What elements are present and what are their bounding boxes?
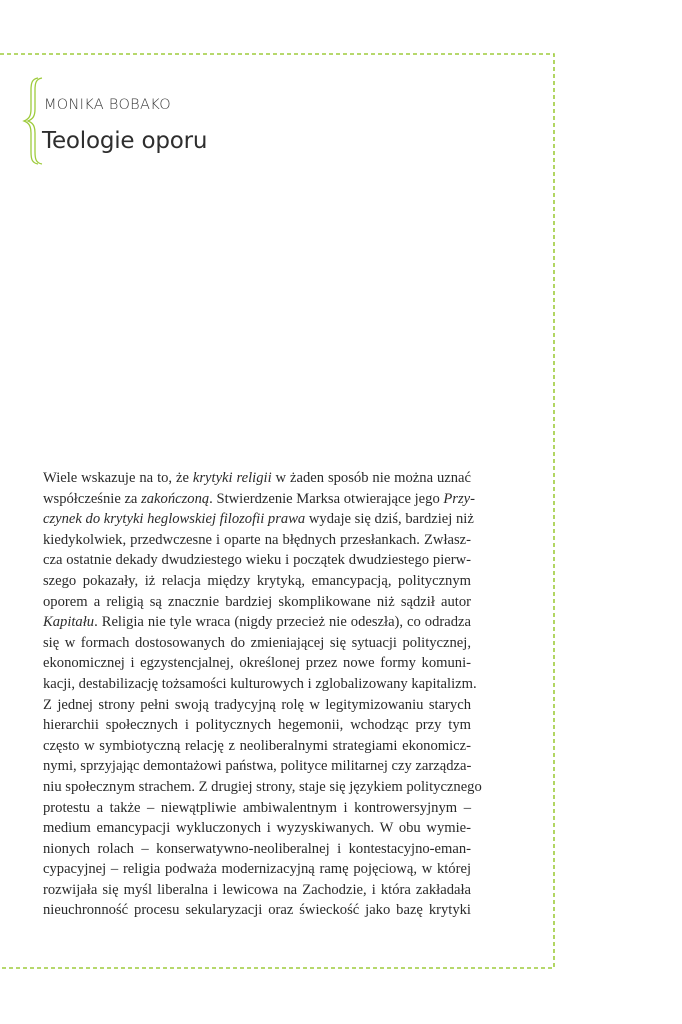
text-run: oporem a religią są znacznie bardziej skomplikowane niż sądził autor [43,593,471,610]
italic-text: krytyki religii [192,470,272,486]
body-paragraph [43,468,482,921]
text-line [43,839,471,860]
text-line [43,695,471,716]
text-run: w żaden sposób nie można uznać [271,470,471,486]
text-line [43,592,471,613]
text-line [43,736,471,757]
text-line [43,798,471,819]
text-line [43,674,477,695]
text-line [43,818,471,839]
text-line [43,653,471,674]
italic-text: czynek do krytyki heglowskiej filozofii prawa [43,511,306,528]
text-line [43,880,471,901]
text-run: rozwijała się myśl liberalna i lewicowa na Zachodzie, i która zakładała [43,881,471,898]
text-run: się w formach dostosowanych do zmieniającej się sytuacji politycznej, [43,634,471,651]
italic-text: zakończoną [141,490,210,507]
text-line [43,777,482,798]
text-run: często w symbiotyczną relację z neoliberalnymi strategiami ekonomicz- [43,737,471,754]
text-run: cypacyjnej – religia podważa modernizacyjną ramę pojęciową, w której [43,861,471,878]
text-run: współcześnie za [43,490,142,507]
text-run: kiedykolwiek, przedwczesne i oparte na błędnych przesłankach. Zwłasz- [43,531,471,548]
text-run: szego pokazały, iż relacja między krytyką, emancypacją, politycznym [43,572,471,589]
text-line [43,859,471,880]
italic-text: Kapitału [43,614,95,631]
text-line [43,530,471,551]
text-run: wydaje się dziś, bardziej niż [305,511,474,528]
text-line [43,489,476,510]
text-run: nymi, sprzyjając demontażowi państwa, polityce militarnej czy zarządza- [43,758,472,775]
text-run: medium emancypacji wykluczonych i wyzyskiwanych. W obu wymie- [43,820,471,837]
text-line [43,715,471,736]
curly-brace-icon [22,76,44,166]
text-run: nionych rolach – konserwatywno-neoliberalnej i kontestacyjno-eman- [43,840,471,857]
text-run: cza ostatnie dekady dwudziestego wieku i początek dwudziestego pierw- [43,552,471,569]
italic-text: Przy- [443,490,476,507]
text-line [43,612,471,633]
text-run: niu społecznym strachem. Z drugiej strony, staje się językiem politycznego [43,778,482,795]
text-run: Wiele wskazuje na to, że [43,470,193,486]
text-run: . Religia nie tyle wraca (nigdy przecież nie odeszła), co odradza [94,614,471,631]
text-line [43,509,474,530]
page-title: Teologie oporu [42,128,208,154]
text-line [43,550,471,571]
author-name: MONIKA BOBAKO [44,97,171,113]
text-line [43,633,471,654]
text-line [43,756,471,777]
text-run: kacji, destabilizację tożsamości kulturowych i zglobalizowany kapitalizm. [43,675,477,692]
text-run: ekonomicznej i egzystencjalnej, określonej przez nowe formy komuni- [43,655,471,672]
text-run: protestu a także – niewątpliwie ambiwalentnym i kontrowersyjnym – [43,799,471,816]
text-run: Z jednej strony pełni swoją tradycyjną rolę w legitymizowaniu starych [43,696,471,713]
text-run: nieuchronność procesu sekularyzacji oraz świeckość jako bazę krytyki [43,902,471,919]
text-line [43,468,471,489]
text-line [43,900,471,921]
text-line [43,571,471,592]
text-run: hierarchii społecznych i politycznych hegemonii, wchodząc przy tym [43,717,471,734]
text-run: . Stwierdzenie Marksa otwierające jego [209,490,444,507]
